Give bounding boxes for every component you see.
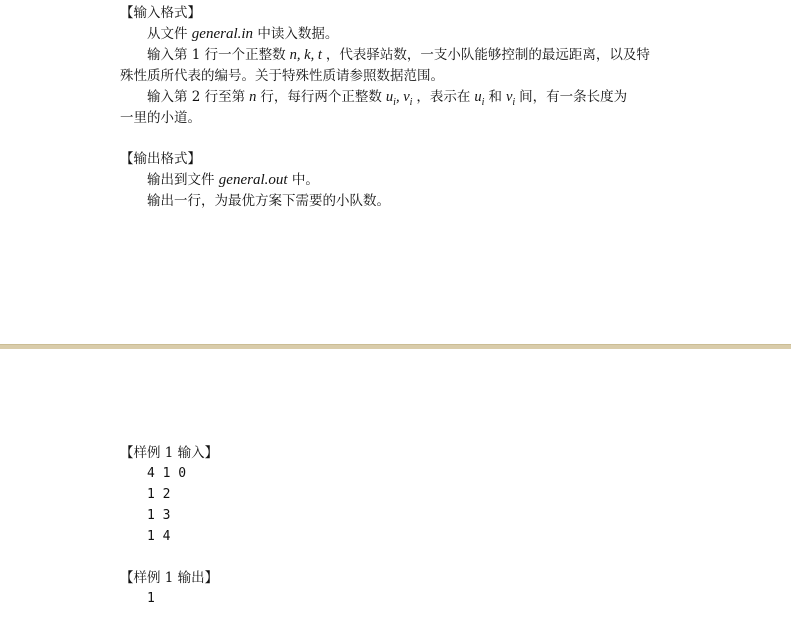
input-file-line <box>147 24 338 44</box>
text: 行，每行两个正整数 <box>260 89 382 105</box>
output-description: 输出一行，为最优方案下需要的小队数。 <box>147 193 390 209</box>
input-format-heading: 【输入格式】 <box>120 5 201 21</box>
output-format-heading: 【输出格式】 <box>120 151 201 167</box>
math-u: u <box>385 89 394 105</box>
text: ，表示在 <box>416 89 471 105</box>
math-variables: n, k, t <box>289 47 322 63</box>
math-sub-i: i <box>481 96 485 108</box>
math-v: v <box>403 89 410 105</box>
text: 间，有一条长度为 <box>519 89 628 105</box>
sample-input-line: 1 2 <box>147 487 171 502</box>
text: 输入第 2 行至第 <box>147 89 246 105</box>
output-file-name: general.out <box>218 172 288 188</box>
math-sub-i: i <box>393 96 396 108</box>
sample-input-heading: 【样例 1 输入】 <box>120 445 219 461</box>
math-vi <box>505 89 516 108</box>
page-bottom <box>0 349 791 628</box>
math-v: v <box>505 89 513 105</box>
sample-input-line: 4 1 0 <box>147 466 187 481</box>
text: 中读入数据。 <box>253 26 339 42</box>
input-lines-description-cont: 一里的小道。 <box>120 110 201 126</box>
sample-input-line: 1 4 <box>147 529 171 544</box>
input-line-1-description <box>147 45 650 65</box>
input-lines-description <box>147 87 627 107</box>
math-sub-i: i <box>409 96 413 108</box>
sample-input-line: 1 3 <box>147 508 171 523</box>
math-n: n <box>249 89 257 105</box>
sample-output-heading: 【样例 1 输出】 <box>120 570 219 586</box>
text: 和 <box>488 89 502 105</box>
text: 输入第 1 行一个正整数 <box>147 47 286 63</box>
math-ui <box>474 89 485 108</box>
text: 中。 <box>287 172 319 188</box>
math-ui-vi <box>385 89 413 108</box>
text: 从文件 <box>147 26 192 42</box>
math-sub-i: i <box>512 96 516 108</box>
text: 输出到文件 <box>147 172 219 188</box>
input-file-name: general.in <box>191 26 254 42</box>
output-file-line <box>147 170 319 190</box>
sample-output-line: 1 <box>147 591 155 606</box>
input-line-1-description-cont: 殊性质所代表的编号。关于特殊性质请参照数据范围。 <box>120 68 444 84</box>
text: ，代表驿站数，一支小队能够控制的最远距离，以及特 <box>325 47 650 63</box>
math-comma: , <box>395 89 404 105</box>
math-u: u <box>474 89 482 105</box>
